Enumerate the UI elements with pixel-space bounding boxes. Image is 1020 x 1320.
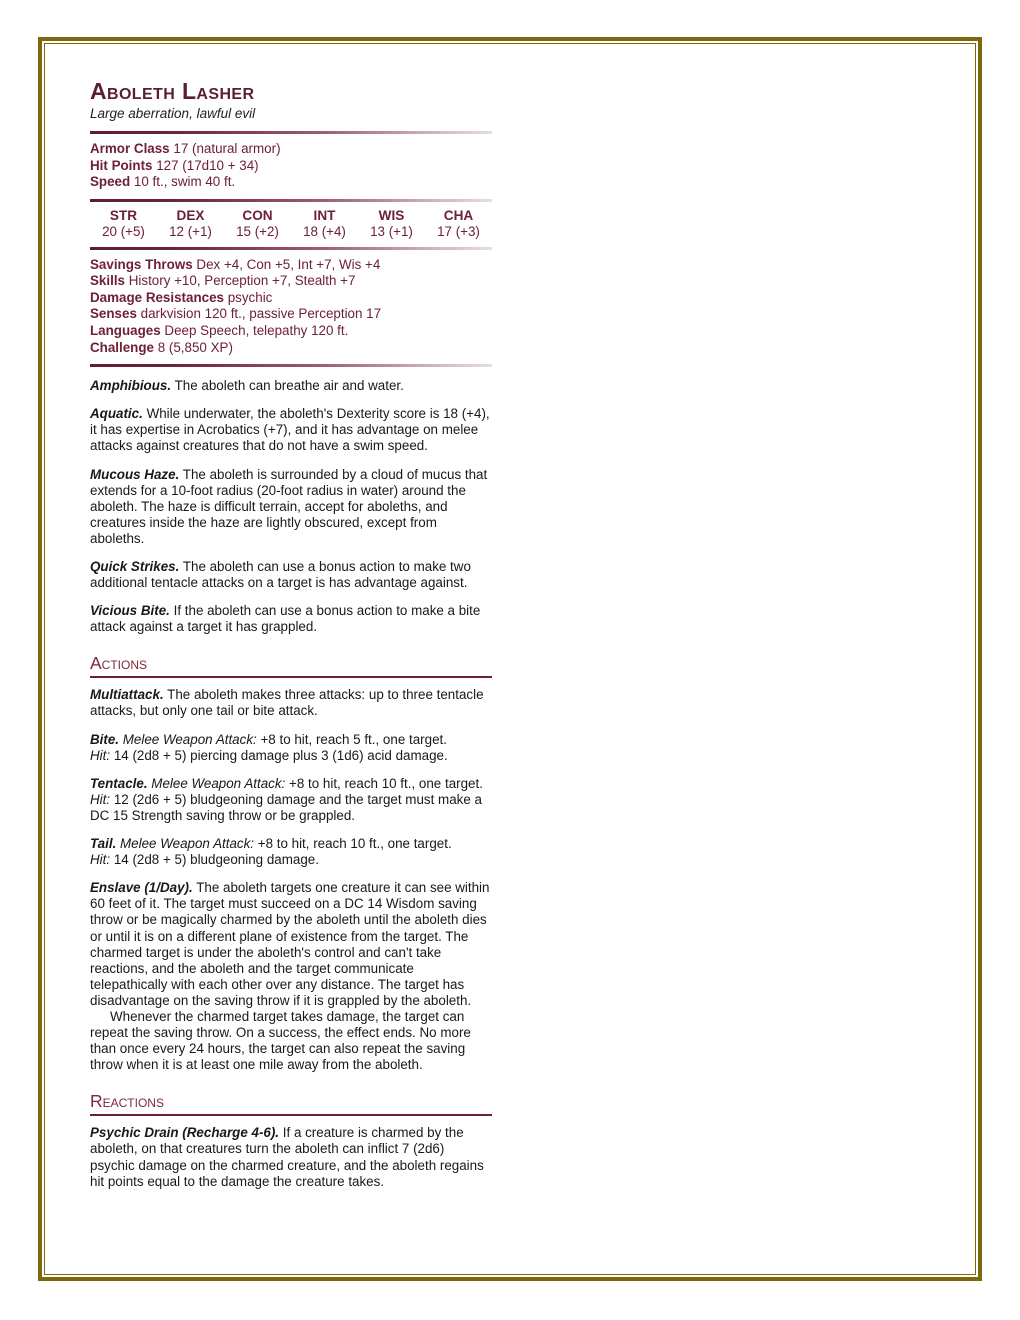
reaction-text: If a creature is charmed by the aboleth, on that creatures turn the aboleth can inflict 7 (2d6) psychic damage on the charmed creature, and the aboleth regains hit points equal to the damage the creature takes. [90,1125,484,1189]
ability-dex-label: DEX [176,207,205,223]
ability-con [224,208,291,240]
trait-aquatic [90,406,492,454]
reactions-header: Reactions [90,1092,492,1116]
action-name: Tentacle. [90,775,148,791]
traits-section [90,378,492,635]
ability-int-value: 18 (+4) [303,223,346,239]
stat-block [90,79,492,1190]
ability-wis [358,208,425,240]
action-text: The aboleth makes three attacks: up to three tentacle attacks, but only one tail or bite attack. [90,687,484,719]
languages-label: Languages [90,322,161,338]
ability-dex [157,208,224,240]
action-bite [90,732,492,764]
attack-type-label: Melee Weapon Attack: [120,836,255,852]
ability-cha-value: 17 (+3) [437,223,480,239]
trait-name: Mucous Haze. [90,466,180,482]
hit-label: Hit: [90,791,111,807]
trait-name: Quick Strikes. [90,559,180,574]
attack-text: +8 to hit, reach 10 ft., one target. [257,836,452,852]
actions-section [90,687,492,1073]
action-tentacle [90,776,492,824]
reaction-name: Psychic Drain (Recharge 4-6). [90,1125,280,1141]
languages-value: Deep Speech, telepathy 120 ft. [164,322,349,338]
ability-con-value: 15 (+2) [236,223,279,239]
creature-type-line: Large aberration, lawful evil [90,106,256,121]
senses-value: darkvision 120 ft., passive Perception 17 [140,306,382,322]
ability-int-label: INT [313,207,336,223]
speed-line [90,174,492,191]
hit-text: 14 (2d8 + 5) bludgeoning damage. [113,852,319,868]
hit-text: 14 (2d8 + 5) piercing damage plus 3 (1d6) acid damage. [113,747,448,763]
core-stats [90,141,492,191]
trait-name: Aquatic. [90,406,143,422]
action-name: Enslave (1/Day). [90,880,193,896]
trait-name: Vicious Bite. [90,603,170,619]
action-name: Bite. [90,731,120,747]
ability-con-label: CON [242,207,273,223]
armor-class-line [90,141,492,158]
hit-points-value: 127 (17d10 + 34) [156,157,259,173]
action-enslave [90,880,492,1009]
saving-throws-value: Dex +4, Con +5, Int +7, Wis +4 [196,256,381,272]
attack-type-label: Melee Weapon Attack: [151,775,286,791]
action-multiattack [90,687,492,719]
ability-cha [425,208,492,240]
ability-str-value: 20 (+5) [102,223,145,239]
tapered-divider [90,199,492,202]
tapered-divider [90,247,492,250]
ability-str [90,208,157,240]
ability-cha-label: CHA [443,207,474,223]
page-title: Aboleth Lasher [90,78,255,104]
armor-class-value: 17 (natural armor) [173,141,281,157]
languages-line [90,323,492,340]
speed-label: Speed [90,174,131,190]
skills-value: History +10, Perception +7, Stealth +7 [128,273,356,289]
attack-text: +8 to hit, reach 5 ft., one target. [260,731,447,747]
hit-points-line [90,158,492,175]
armor-class-label: Armor Class [90,141,170,157]
action-enslave-continued: Whenever the charmed target takes damage, the target can repeat the saving throw. On a success, the effect ends. No more than once every 24 hours, the target can also repeat the saving throw when it is at least one mile away from the aboleth. [90,1008,471,1073]
action-name: Tail. [90,836,117,852]
senses-label: Senses [90,306,137,322]
reaction-psychic-drain [90,1125,492,1189]
saving-throws-line [90,257,492,274]
hit-label: Hit: [90,747,111,763]
skills-label: Skills [90,273,125,289]
tapered-divider [90,364,492,367]
action-text: The aboleth targets one creature it can see within 60 feet of it. The target must succeed on a DC 14 Wisdom saving throw or be magically charmed by the aboleth until the aboleth dies or until it is on a different plane of existence from the target. The charmed target is under the aboleth's control and can't take reactions, and the aboleth and the target communicate telepathically with each other over any distance. The target has disadvantage on the saving throw if it is grappled by the aboleth. [90,880,490,1008]
challenge-line [90,340,492,357]
senses-line [90,306,492,323]
trait-text: The aboleth can breathe air and water. [174,378,404,394]
hit-label: Hit: [90,852,111,868]
challenge-value: 8 (5,850 XP) [157,339,233,355]
attack-type-label: Melee Weapon Attack: [122,731,257,747]
damage-resistances-value: psychic [227,289,273,305]
trait-amphibious [90,378,492,394]
damage-resistances-line [90,290,492,307]
trait-text: The aboleth can use a bonus action to make two additional tentacle attacks on a target is has advantage against. [90,559,471,591]
challenge-label: Challenge [90,339,154,355]
ability-int [291,208,358,240]
trait-mucous-haze [90,467,492,547]
hit-points-label: Hit Points [90,157,153,173]
reactions-section [90,1125,492,1189]
saving-throws-label: Savings Throws [90,256,193,272]
tapered-divider [90,131,492,134]
ability-scores-table [90,208,492,240]
actions-header: Actions [90,654,492,678]
trait-quick-strikes [90,559,492,591]
ability-dex-value: 12 (+1) [169,223,212,239]
action-name: Multiattack. [90,687,164,703]
action-tail [90,836,492,868]
trait-vicious-bite [90,603,492,635]
detail-stats [90,257,492,357]
skills-line [90,273,492,290]
ability-wis-value: 13 (+1) [370,223,413,239]
trait-text: If the aboleth can use a bonus action to make a bite attack against a target it has grappled. [90,603,481,635]
ability-wis-label: WIS [378,207,405,223]
damage-resistances-label: Damage Resistances [90,289,224,305]
attack-text: +8 to hit, reach 10 ft., one target. [289,775,483,791]
ability-str-label: STR [109,207,138,223]
speed-value: 10 ft., swim 40 ft. [133,174,236,190]
trait-text: While underwater, the aboleth's Dexterity score is 18 (+4), it has expertise in Acrobatics (+7), and it has advantage on melee attacks against creatures that do not have a swim speed. [90,406,490,454]
hit-text: 12 (2d6 + 5) bludgeoning damage and the target must make a DC 15 Strength saving throw or be grappled. [90,791,482,823]
trait-name: Amphibious. [90,378,172,394]
trait-text: The aboleth is surrounded by a cloud of mucus that extends for a 10-foot radius (20-foot radius in water) around the aboleth. The haze is difficult terrain, accept for aboleths, and creatures inside the haze are lightly obscured, except from aboleths. [90,466,488,546]
